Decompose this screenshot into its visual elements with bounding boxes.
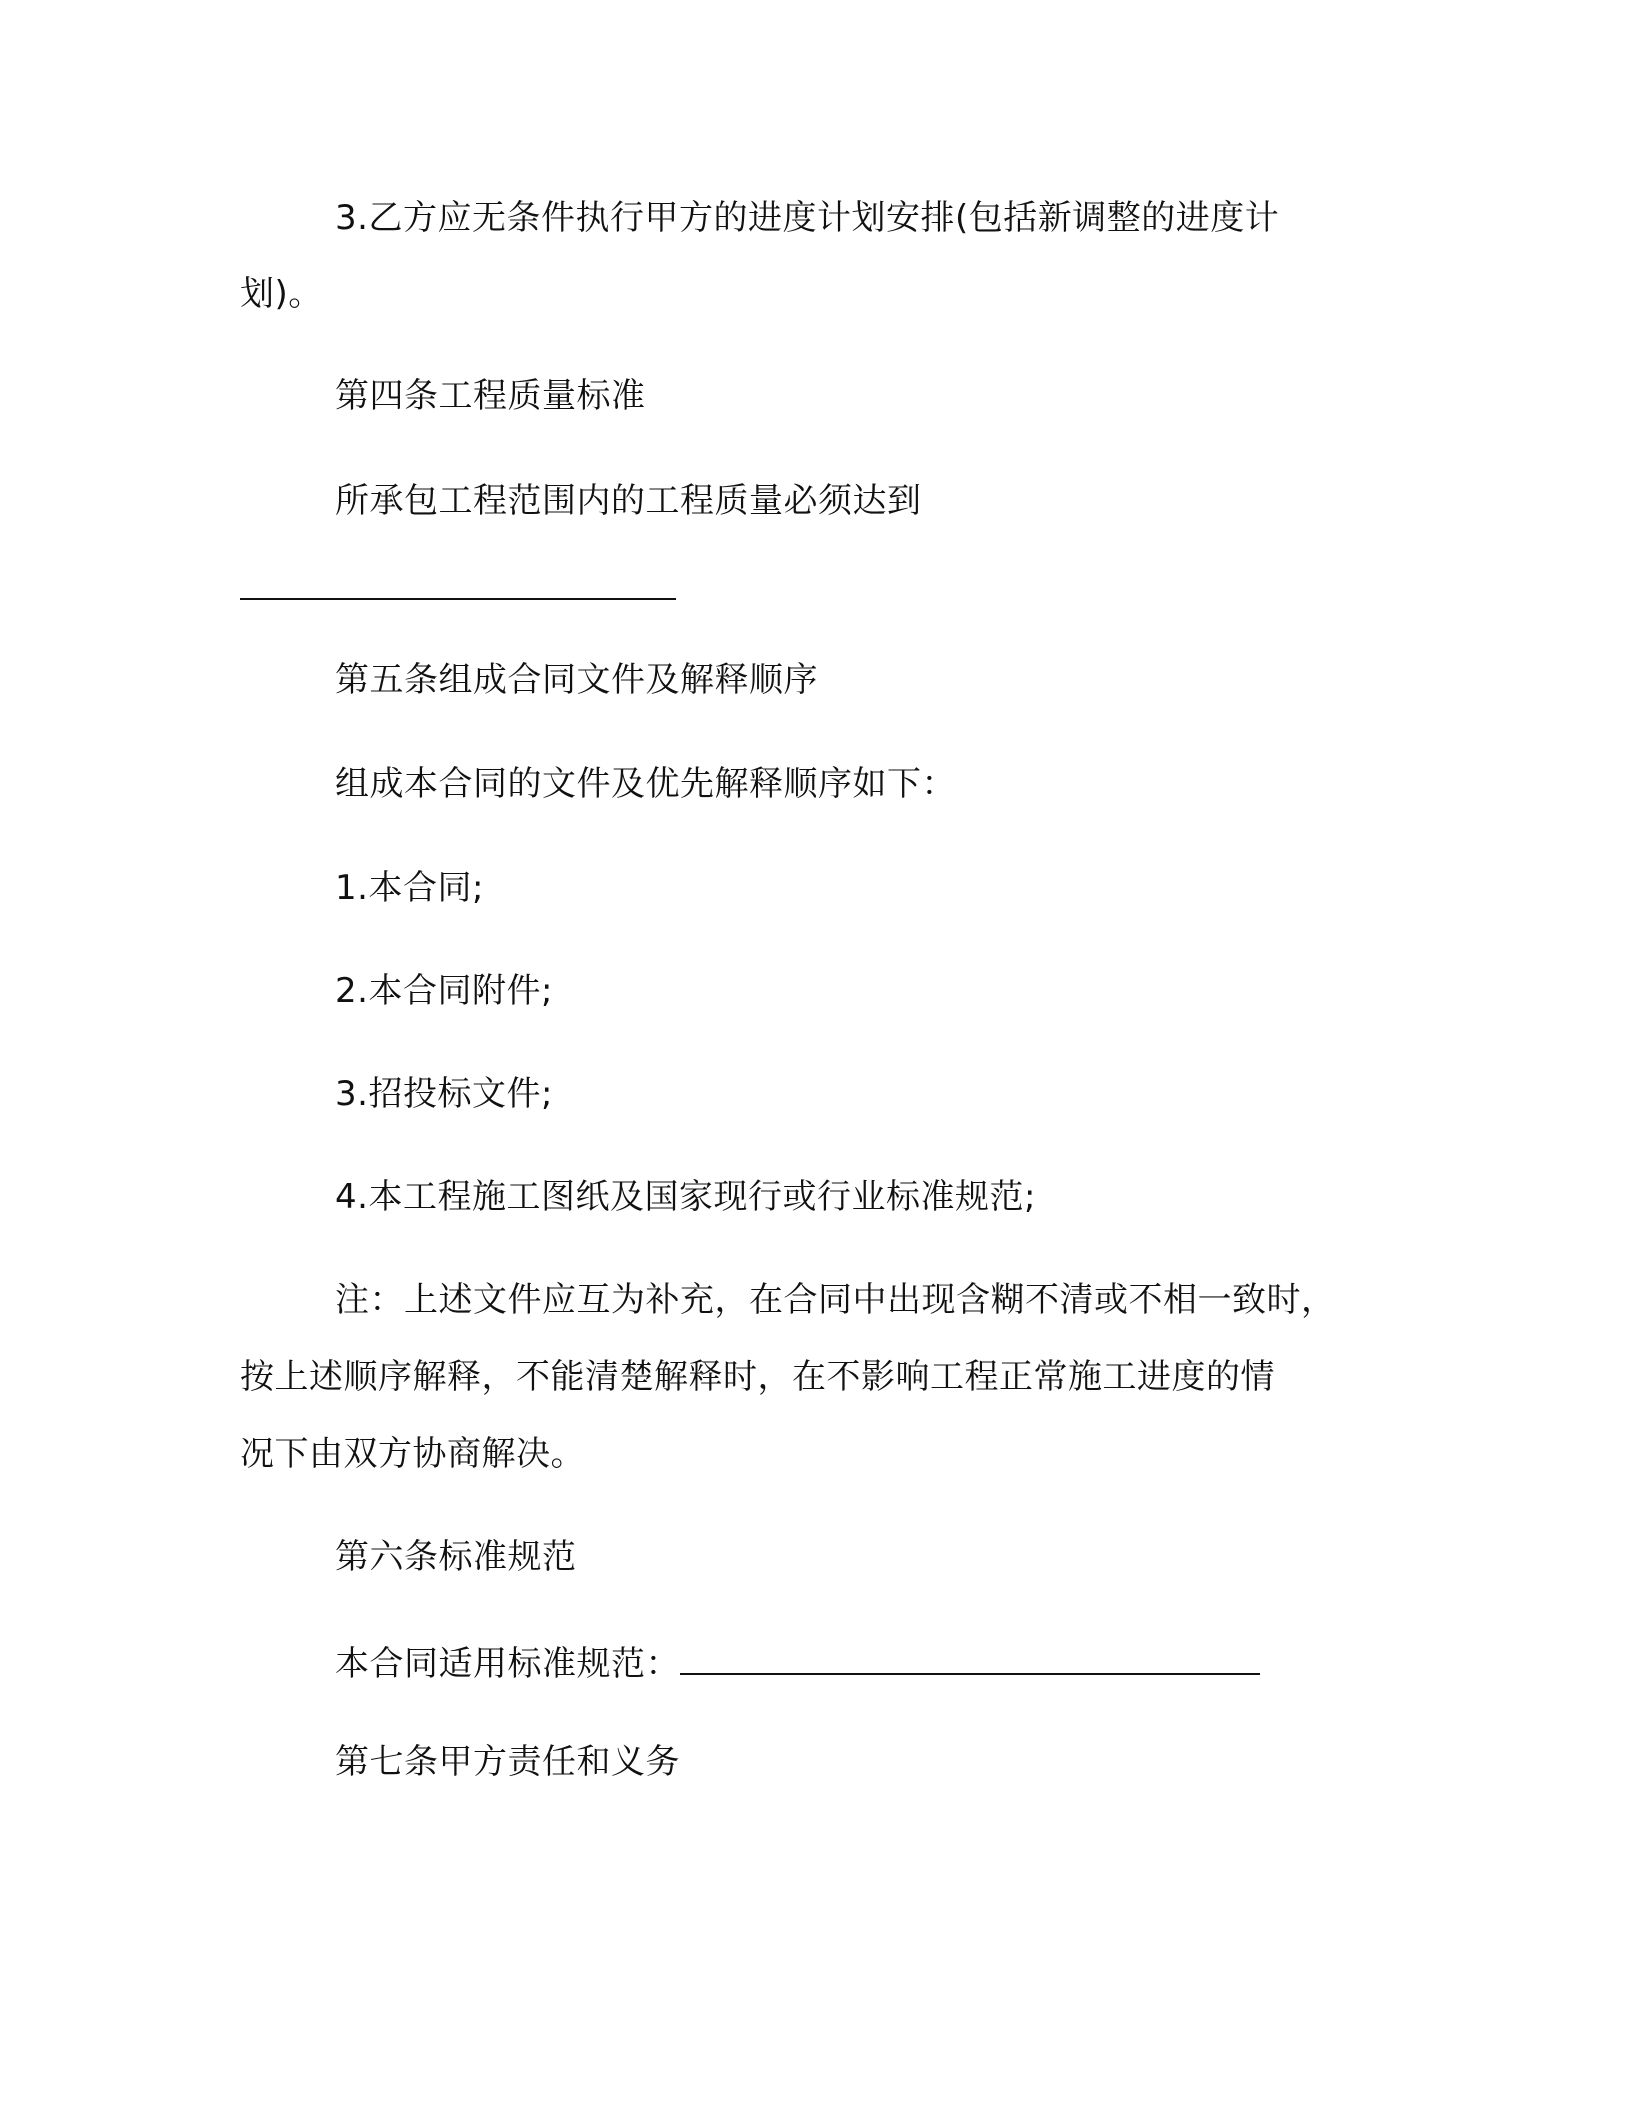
standard-spec-label: 本合同适用标准规范： bbox=[335, 1644, 680, 1684]
fill-in-blank-standard bbox=[680, 1643, 1260, 1675]
clause-3-progress-line-2: 划)。 bbox=[240, 274, 323, 314]
clause-3-progress-line-1: 3.乙方应无条件执行甲方的进度计划安排(包括新调整的进度计 bbox=[335, 198, 1280, 238]
note-line-1: 注：上述文件应互为补充，在合同中出现含糊不清或不相一致时， bbox=[335, 1280, 1336, 1320]
list-item-2: 2.本合同附件; bbox=[335, 971, 553, 1011]
article-6-heading: 第六条标准规范 bbox=[335, 1537, 577, 1577]
standard-spec-line bbox=[335, 1643, 1260, 1685]
quality-standard-text: 所承包工程范围内的工程质量必须达到 bbox=[335, 481, 922, 521]
quality-blank-line bbox=[240, 568, 676, 610]
article-4-heading: 第四条工程质量标准 bbox=[335, 376, 646, 416]
article-5-heading: 第五条组成合同文件及解释顺序 bbox=[335, 660, 818, 700]
list-item-1: 1.本合同; bbox=[335, 868, 484, 908]
note-line-3: 况下由双方协商解决。 bbox=[240, 1434, 585, 1474]
list-item-4: 4.本工程施工图纸及国家现行或行业标准规范; bbox=[335, 1177, 1036, 1217]
note-line-2: 按上述顺序解释，不能清楚解释时，在不影响工程正常施工进度的情 bbox=[240, 1357, 1275, 1397]
list-item-3: 3.招投标文件; bbox=[335, 1074, 553, 1114]
article-7-heading: 第七条甲方责任和义务 bbox=[335, 1742, 680, 1782]
contract-docs-intro: 组成本合同的文件及优先解释顺序如下： bbox=[335, 764, 956, 804]
fill-in-blank-quality bbox=[240, 568, 676, 600]
